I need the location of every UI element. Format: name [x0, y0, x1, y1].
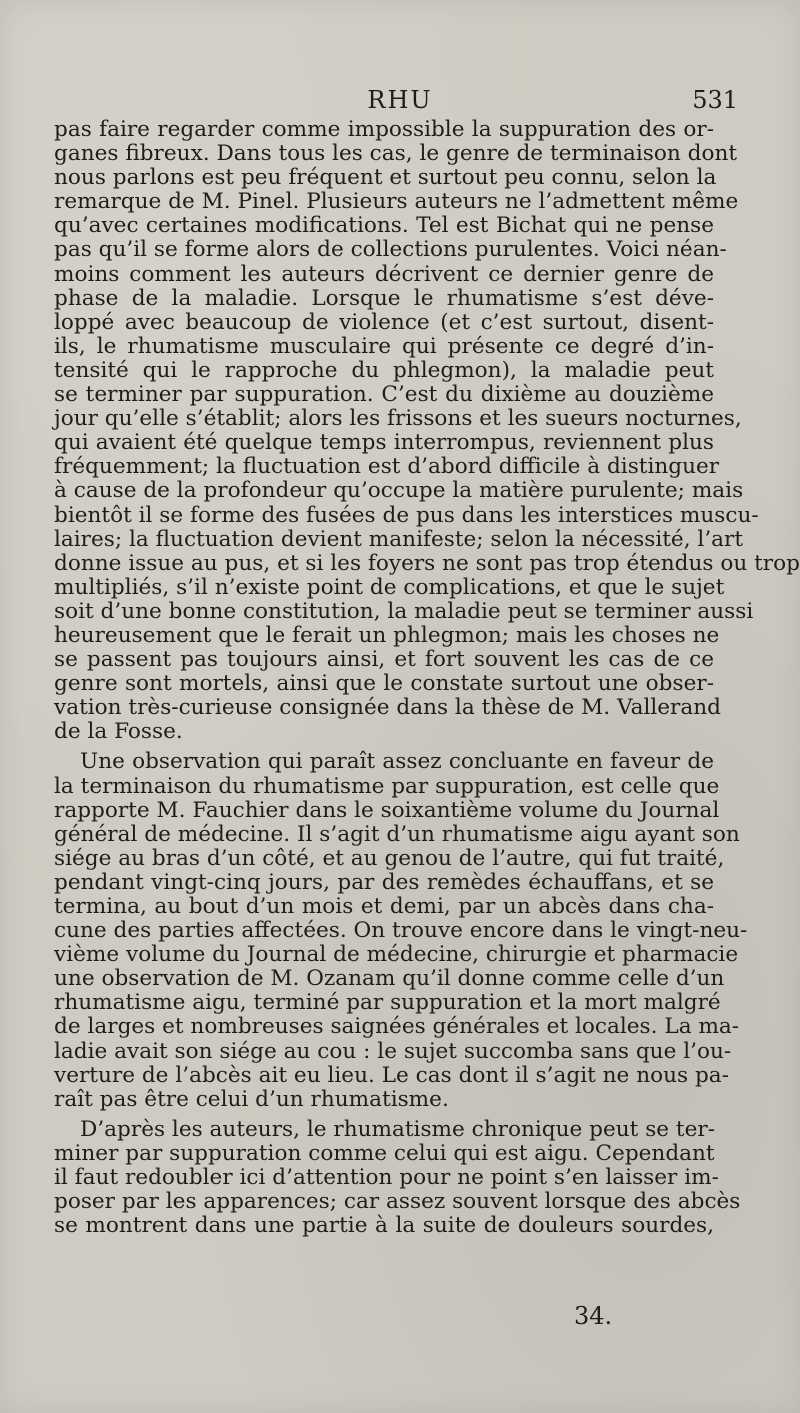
text-line: nous parlons est peu fréquent et surtout peu connu, selon la: [54, 165, 717, 191]
text-line: moins comment les auteurs décrivent ce dernier genre de: [54, 261, 714, 287]
text-line: pas qu’il se forme alors de collections purulentes. Voici néan-: [54, 237, 727, 263]
text-line: tensité qui le rapproche du phlegmon), la maladie peut: [54, 357, 714, 383]
text-line: miner par suppuration comme celui qui est aigu. Cependant: [54, 1140, 715, 1166]
text-line: ladie avait son siége au cou : le sujet succomba sans que l’ou-: [54, 1038, 732, 1064]
text-line: de larges et nombreuses saignées générales et locales. La ma-: [54, 1014, 740, 1040]
text-line: soit d’une bonne constitution, la maladie peut se terminer aussi: [54, 598, 754, 624]
text-line: termina, au bout d’un mois et demi, par un abcès dans cha-: [54, 894, 714, 919]
page-number: 531: [692, 86, 738, 114]
text-line: raît pas être celui d’un rhumatisme.: [54, 1086, 449, 1112]
text-line: la terminaison du rhumatisme par suppuration, est celle que: [54, 773, 720, 799]
running-head: [54, 86, 746, 116]
signature-mark: 34.: [574, 1302, 613, 1330]
text-line: donne issue au pus, et si les foyers ne sont pas trop étendus ou trop: [54, 550, 800, 576]
text-line: rhumatisme aigu, terminé par suppuration et la mort malgré: [54, 990, 721, 1016]
text-line: laires; la fluctuation devient manifeste; selon la nécessité, l’art: [54, 526, 744, 552]
text-line: siége au bras d’un côté, et au genou de l’autre, qui fut traité,: [54, 845, 725, 871]
text-line: une observation de M. Ozanam qu’il donne comme celle d’un: [54, 966, 725, 992]
text-line: fréquemment; la fluctuation est d’abord difficile à distinguer: [54, 454, 720, 480]
text-line: se montrent dans une partie à la suite de douleurs sourdes,: [54, 1213, 714, 1239]
text-line: verture de l’abcès ait eu lieu. Le cas dont il s’agit ne nous pa-: [54, 1062, 729, 1088]
text-line: il faut redoubler ici d’attention pour ne point s’en laisser im-: [54, 1165, 719, 1191]
running-title: RHU: [367, 86, 433, 114]
text-line: genre sont mortels, ainsi que le constate surtout une obser-: [54, 671, 714, 697]
text-line: vation très-curieuse consignée dans la thèse de M. Vallerand: [54, 695, 721, 721]
paragraph-1: [54, 117, 800, 745]
text-line: remarque de M. Pinel. Plusieurs auteurs ne l’admettent même: [54, 189, 739, 215]
text-line: heureusement que le ferait un phlegmon; mais les choses ne: [54, 622, 720, 648]
text-line: ganes fibreux. Dans tous les cas, le genre de terminaison dont: [54, 141, 738, 167]
text-line: rapporte M. Fauchier dans le soixantième volume du Journal: [54, 797, 720, 823]
text-line: qu’avec certaines modifications. Tel est Bichat qui ne pense: [54, 213, 714, 239]
text-line: loppé avec beaucoup de violence (et c’est surtout, disent-: [54, 309, 714, 335]
body-text: [54, 117, 800, 1239]
text-line: qui avaient été quelque temps interrompus, reviennent plus: [54, 430, 714, 456]
text-line: jour qu’elle s’établit; alors les frissons et les sueurs nocturnes,: [54, 406, 742, 432]
text-line: cune des parties affectées. On trouve encore dans le vingt-neu-: [54, 918, 748, 944]
text-line: D’après les auteurs, le rhumatisme chronique peut se ter-: [80, 1116, 716, 1142]
text-line: phase de la maladie. Lorsque le rhumatisme s’est déve-: [54, 285, 714, 311]
text-line: ils, le rhumatisme musculaire qui présente ce degré d’in-: [54, 333, 714, 359]
text-line: bientôt il se forme des fusées de pus dans les interstices muscu-: [54, 502, 759, 528]
text-line: se terminer par suppuration. C’est du dixième au douzième: [54, 382, 714, 408]
text-line: de la Fosse.: [54, 719, 183, 745]
text-line: poser par les apparences; car assez souvent lorsque des abcès: [54, 1189, 741, 1215]
text-line: à cause de la profondeur qu’occupe la matière purulente; mais: [54, 478, 744, 504]
paragraph-2: [54, 749, 748, 1112]
paragraph-3: [54, 1116, 741, 1239]
text-line: multipliés, s’il n’existe point de complications, et que le sujet: [54, 574, 725, 600]
text-line: Une observation qui paraît assez concluante en faveur de: [80, 749, 714, 775]
text-line: général de médecine. Il s’agit d’un rhumatisme aigu ayant son: [54, 821, 740, 847]
text-line: pendant vingt-cinq jours, par des remèdes échauffans, et se: [54, 869, 714, 895]
text-line: vième volume du Journal de médecine, chirurgie et pharmacie: [54, 942, 739, 968]
text-line: pas faire regarder comme impossible la suppuration des or-: [54, 117, 714, 142]
text-line: se passent pas toujours ainsi, et fort souvent les cas de ce: [54, 647, 714, 673]
